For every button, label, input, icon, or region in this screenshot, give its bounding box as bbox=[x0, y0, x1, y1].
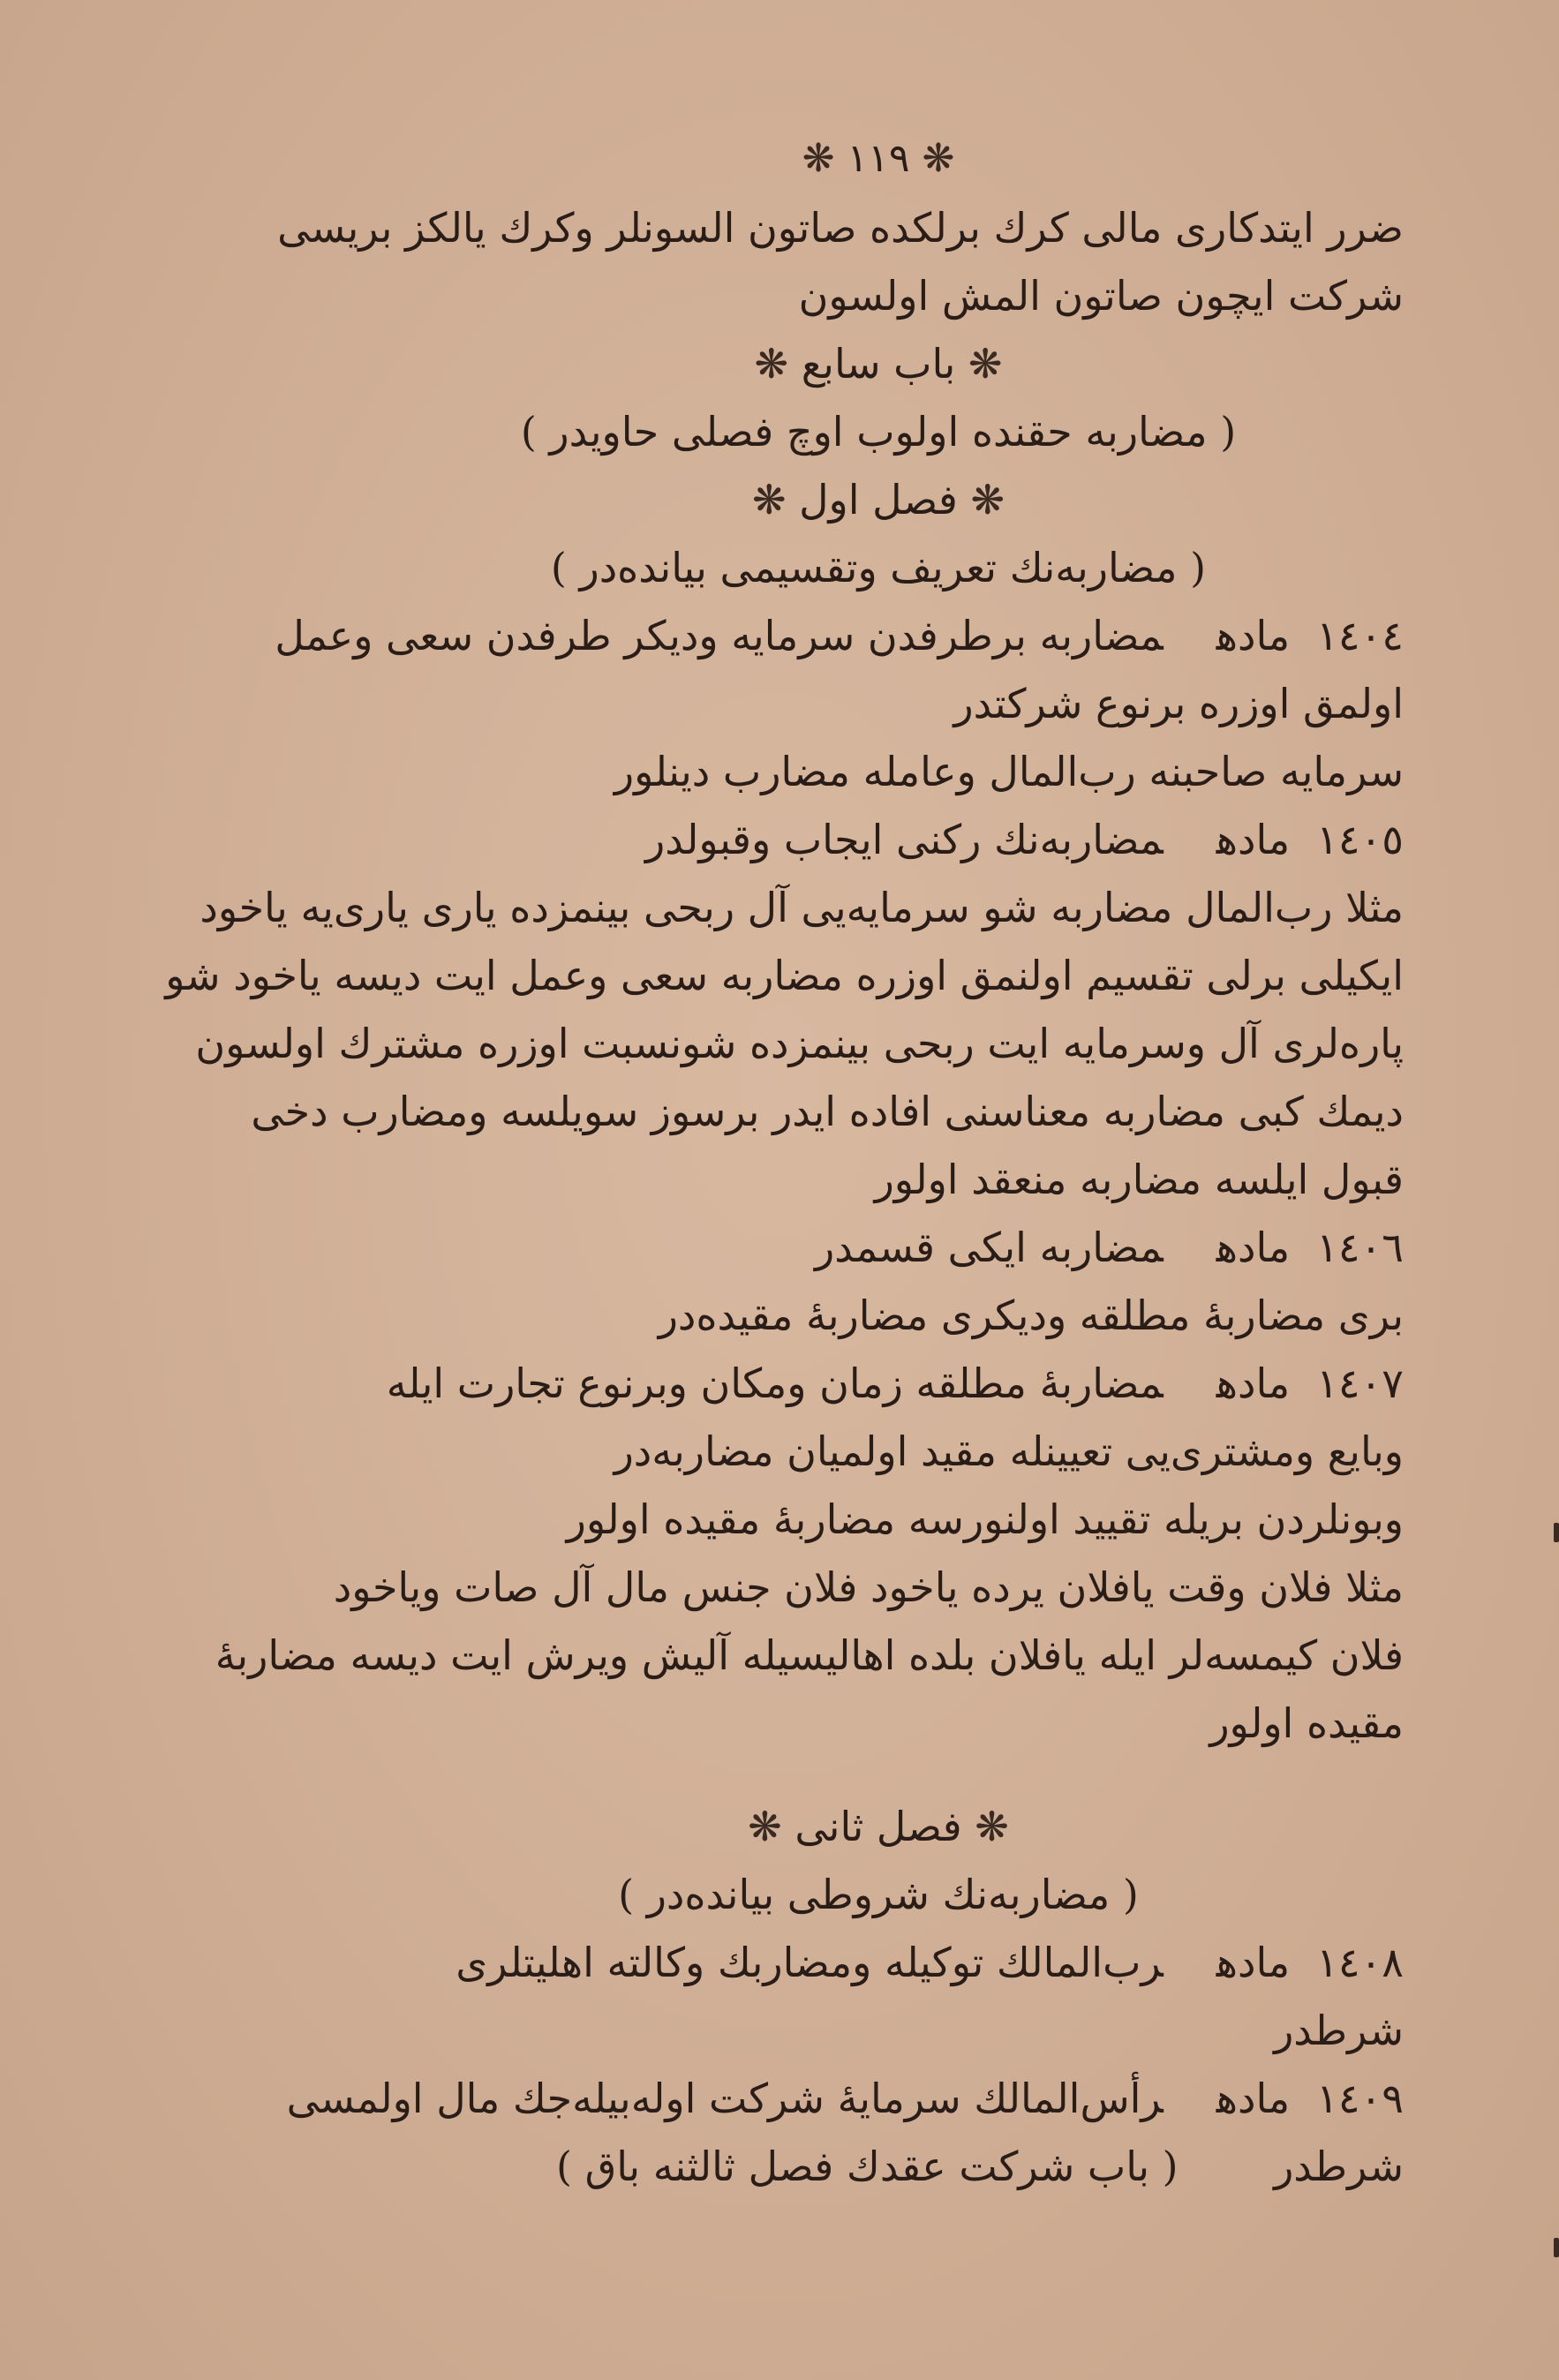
ornament-icon: ❋ bbox=[975, 1803, 1009, 1850]
body-line: ايكيلی برلی تقسيم اولنمق اوزره مضاربه سعی وعمل ايت ديسه ياخود شو bbox=[165, 952, 1404, 999]
article-number: ۱٤۰٦ bbox=[1316, 1224, 1404, 1271]
body-line: مثلا رب‌المال مضاربه شو سرمايه‌يی آل ربحی بينمزده ياری ياری‌يه ياخود bbox=[200, 884, 1404, 931]
article-label: ماده bbox=[1216, 816, 1291, 863]
body-line: پاره‌لری آل وسرمايه ايت ربحی بينمزده شونسبت اوزره مشترك اولسون bbox=[195, 1020, 1404, 1067]
article-label: ماده bbox=[1216, 2075, 1291, 2122]
body-line: قبول ايلسه مضاربه منعقد اولور bbox=[874, 1156, 1404, 1203]
page-content bbox=[165, 124, 1404, 2201]
body-line: سرمايه صاحبنه رب‌المال وعامله مضارب دينلور bbox=[614, 748, 1404, 795]
page-edge-mark bbox=[1554, 2238, 1559, 2257]
article-heading bbox=[353, 806, 1404, 874]
article-heading bbox=[353, 1214, 1404, 1282]
chapter-subtitle: ( مضاربه حقنده اولوب اوچ فصلی حاويدر ) bbox=[520, 408, 1237, 456]
article-heading bbox=[286, 2065, 1404, 2133]
body-text: شرطدر bbox=[1274, 2143, 1404, 2190]
article-text: مضاربه ايكی قسمدر bbox=[815, 1224, 1164, 1271]
article-heading bbox=[353, 1929, 1404, 1997]
body-line: وبايع ومشتری‌يی تعيينله مقيد اولميان مضاربه‌در bbox=[614, 1427, 1404, 1475]
article-number: ۱٤۰۷ bbox=[1316, 1359, 1404, 1407]
article-number: ۱٤۰٥ bbox=[1316, 816, 1404, 863]
body-line: مثلا فلان وقت يافلان يرده ياخود فلان جنس مال آل صات وياخود bbox=[333, 1563, 1404, 1611]
article-heading bbox=[275, 602, 1404, 670]
ornament-icon: ❋ bbox=[968, 340, 1003, 388]
article-heading bbox=[353, 1350, 1404, 1418]
section-title-text: فصل ثانی bbox=[795, 1803, 962, 1850]
article-number: ۱٤۰۹ bbox=[1316, 2075, 1404, 2122]
chapter-title bbox=[353, 330, 1404, 398]
section-title-text: فصل اول bbox=[799, 476, 958, 523]
article-text: مضاربه برطرفدن سرمايه وديكر طرفدن سعی وعمل bbox=[275, 612, 1164, 659]
article-number: ۱٤۰٤ bbox=[1316, 612, 1404, 659]
ornament-icon: ❋ bbox=[748, 1803, 782, 1850]
continuation-note: ( باب شركت عقدك فصل ثالثنه باق ) bbox=[556, 2143, 1179, 2190]
ornament-icon: ❋ bbox=[751, 476, 787, 523]
ornament-icon: ❋ bbox=[754, 340, 789, 388]
article-label: ماده bbox=[1216, 1359, 1291, 1407]
body-line: وبونلردن بريله تقييد اولنورسه مضاربهٔ مقيده اولور bbox=[566, 1495, 1404, 1543]
ornament-icon: ❋ bbox=[970, 476, 1005, 523]
article-label: ماده bbox=[1216, 1224, 1291, 1271]
body-line: ديمك كبی مضاربه معناسنی افاده ايدر برسوز سويلسه ومضارب دخی bbox=[251, 1088, 1404, 1135]
body-line: شرطدر bbox=[1274, 2007, 1404, 2054]
article-text: مضاربه‌نك ركنی ايجاب وقبولدر bbox=[644, 816, 1164, 863]
page-edge-mark bbox=[1554, 1523, 1559, 1542]
body-line: مقيده اولور bbox=[1209, 1699, 1404, 1747]
section-title bbox=[353, 466, 1404, 534]
body-line bbox=[353, 2133, 1404, 2201]
chapter-title-text: باب سابع bbox=[801, 340, 956, 388]
page-number bbox=[353, 124, 1404, 194]
section-subtitle: ( مضاربه‌نك تعريف وتقسيمی بيانده‌در ) bbox=[550, 544, 1207, 591]
article-label: ماده bbox=[1216, 1939, 1291, 1986]
section-title bbox=[353, 1793, 1404, 1861]
ornament-icon: ❋ bbox=[802, 136, 835, 181]
spacer bbox=[353, 1758, 1404, 1793]
body-line: اولمق اوزره برنوع شركتدر bbox=[953, 680, 1404, 727]
article-number: ۱٤۰۸ bbox=[1316, 1939, 1404, 1986]
intro-line: ضرر ایتدكاری مالی كرك برلكده صاتون السونلر وكرك يالكز بريسی bbox=[277, 204, 1404, 252]
body-line: فلان كيمسه‌لر ايله يافلان بلده اهاليسيله آليش ويرش ايت ديسه مضاربهٔ bbox=[215, 1631, 1404, 1679]
page-number-value: ۱۱۹ bbox=[847, 136, 910, 181]
body-line: بری مضاربهٔ مطلقه وديكری مضاربهٔ مقيده‌در bbox=[658, 1292, 1404, 1339]
intro-line: شركت ايچون صاتون المش اولسون bbox=[798, 272, 1404, 320]
article-text: رب‌المالك توكيله ومضاربك وكالته اهليتلری bbox=[456, 1939, 1164, 1986]
ornament-icon: ❋ bbox=[922, 136, 955, 181]
article-text: رأس‌المالك سرمايهٔ شركت اوله‌بيله‌جك مال اولمسی bbox=[286, 2075, 1164, 2122]
article-label: ماده bbox=[1216, 612, 1291, 659]
section-subtitle: ( مضاربه‌نك شروطی بيانده‌در ) bbox=[618, 1871, 1139, 1918]
article-text: مضاربهٔ مطلقه زمان ومكان وبرنوع تجارت ايله bbox=[386, 1359, 1164, 1407]
